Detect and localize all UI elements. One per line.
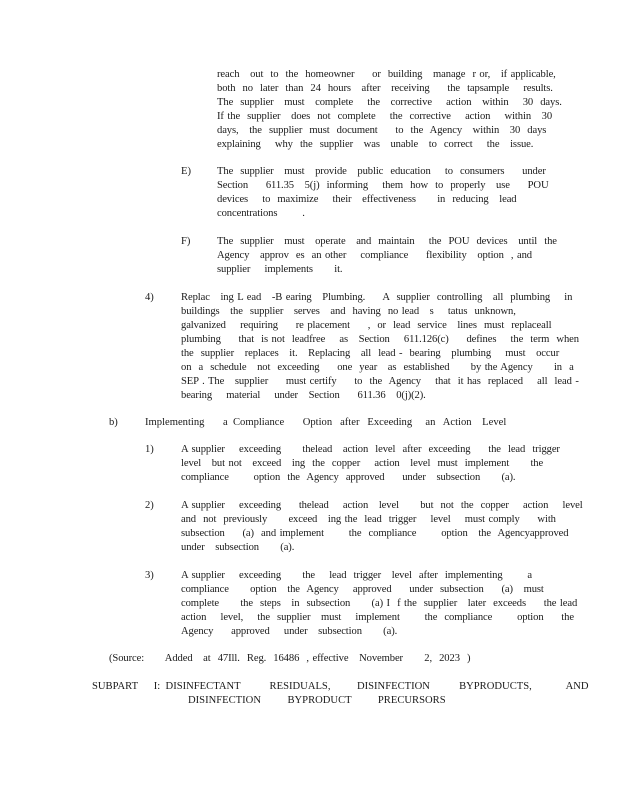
- text-line: and not previously exceed ing the lead trigger level must comply with: [181, 514, 556, 525]
- text-line: Agency approved under subsection (a).: [181, 626, 398, 637]
- text-line: Agency approv es an other compliance flexibility option , and: [217, 250, 532, 261]
- text-line: A supplier exceeding thelead action level but not the copper action level: [181, 500, 583, 511]
- text-line: action level, the supplier must implement the compliance option the: [181, 612, 574, 623]
- text-line: The supplier must provide public education to consumers under: [217, 166, 546, 177]
- item-label: F): [181, 236, 191, 247]
- text-line: the supplier replaces it. Replacing all lead - bearing plumbing must occur: [181, 348, 560, 359]
- text-line: subsection (a) and implement the compliance option the Agencyapproved: [181, 528, 569, 539]
- text-line: A supplier exceeding the lead trigger level after implementing a: [181, 570, 532, 581]
- item-label: 1): [145, 444, 154, 455]
- text-line: The supplier must operate and maintain the POU devices until the: [217, 236, 557, 247]
- text-line: supplier implements it.: [217, 264, 343, 275]
- text-line: both no later than 24 hours after receiving the tapsample results.: [217, 83, 553, 94]
- text-line: compliance option the Agency approved under subsection (a) must: [181, 584, 544, 595]
- section-title: Implementing a Compliance Option after Exceeding an Action Level: [145, 417, 507, 428]
- text-line: buildings the supplier serves and having no lead s tatus unknown,: [181, 306, 516, 317]
- text-line: If the supplier does not complete the corrective action within 30: [217, 111, 553, 122]
- text-line: compliance option the Agency approved under subsection (a).: [181, 472, 516, 483]
- section-label: b): [109, 417, 118, 428]
- text-line: level but not exceed ing the copper action level must implement the: [181, 458, 544, 469]
- text-line: galvanized requiring re placement , or lead service lines must replaceall: [181, 320, 552, 331]
- item-label: E): [181, 166, 191, 177]
- text-line: devices to maximize their effectiveness in reducing lead: [217, 194, 517, 205]
- text-line: complete the steps in subsection (a) I f the supplier later exceeds the lead: [181, 598, 578, 609]
- subpart-heading-line: DISINFECTION BYPRODUCT PRECURSORS: [188, 695, 446, 706]
- text-line: under subsection (a).: [181, 542, 295, 553]
- text-line: A supplier exceeding thelead action level after exceeding the lead trigger: [181, 444, 560, 455]
- text-line: Section 611.35 5(j) informing them how to properly use POU: [217, 180, 549, 191]
- text-line: bearing material under Section 611.36 0(j)(2).: [181, 390, 426, 401]
- item-label: 3): [145, 570, 154, 581]
- item-label: 4): [145, 292, 154, 303]
- text-line: concentrations .: [217, 208, 305, 219]
- text-line: The supplier must complete the corrective action within 30 days.: [217, 97, 562, 108]
- text-line: Replac ing L ead -B earing Plumbing. A supplier controlling all plumbing in: [181, 292, 573, 303]
- text-line: plumbing that is not leadfree as Section 611.126(c) defines the term when: [181, 334, 579, 345]
- subpart-heading-line: SUBPART I: DISINFECTANT RESIDUALS, DISINFECTION BYPRODUCTS, AND: [92, 681, 589, 692]
- text-line: SEP . The supplier must certify to the Agency that it has replaced all lead -: [181, 376, 579, 387]
- text-line: reach out to the homeowner or building manage r or, if applicable,: [217, 69, 556, 80]
- text-line: on a schedule not exceeding one year as established by the Agency in a: [181, 362, 574, 373]
- item-label: 2): [145, 500, 154, 511]
- source-note: (Source: Added at 47Ill. Reg. 16486 , effective November 2, 2023 ): [109, 653, 471, 664]
- text-line: explaining why the supplier was unable to correct the issue.: [217, 139, 534, 150]
- text-line: days, the supplier must document to the Agency within 30 days: [217, 125, 547, 136]
